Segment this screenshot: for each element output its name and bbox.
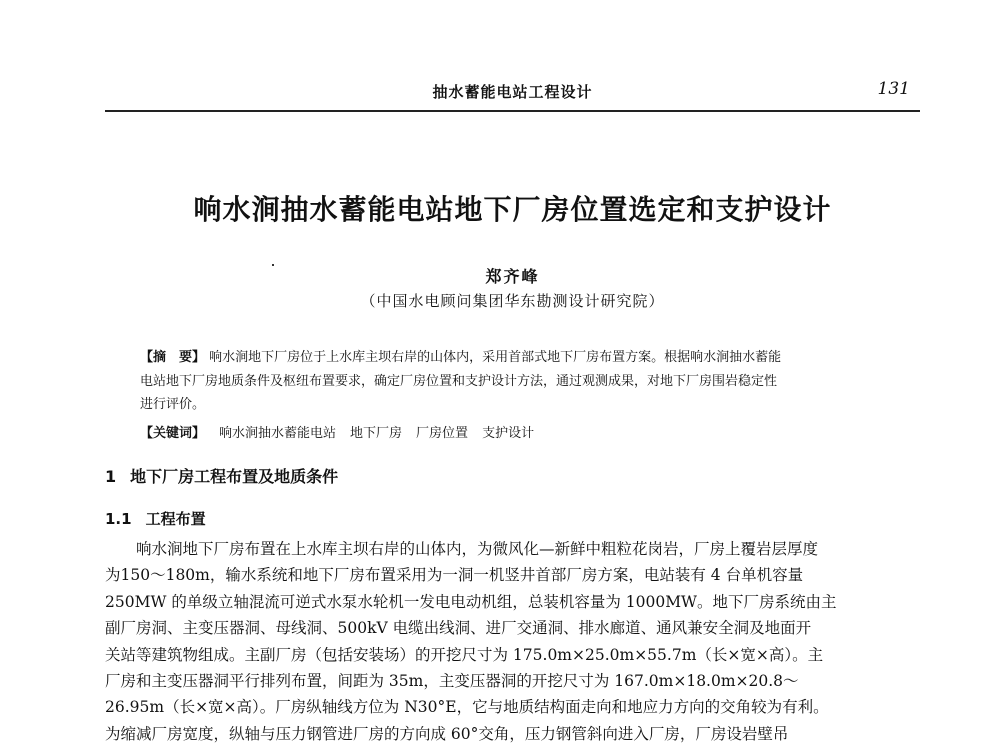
keyword: 支护设计 [482, 426, 535, 441]
subsection-heading [105, 508, 206, 529]
abstract-line [140, 346, 900, 370]
author-affiliation: （中国水电顾问集团华东勘测设计研究院） [360, 292, 665, 310]
keywords-block [140, 423, 900, 445]
abstract-label: 【摘 要】 [140, 350, 206, 365]
body-line: 厂房和主变压器洞平行排列布置，间距为 35m，主变压器洞的开挖尺寸为 167.0m×18.0m×20.8～ [105, 672, 799, 691]
running-title: 抽水蓄能电站工程设计 [432, 83, 593, 101]
keyword: 响水涧抽水蓄能电站 [219, 426, 337, 441]
paper-title: 响水涧抽水蓄能电站地下厂房位置选定和支护设计 [193, 193, 832, 226]
subsection-number: 1.1 [105, 510, 132, 528]
author-name: 郑齐峰 [485, 267, 540, 286]
abstract-line: 进行评价。 [140, 397, 206, 412]
subsection-title: 工程布置 [145, 510, 206, 528]
keyword: 地下厂房 [350, 426, 403, 441]
running-header [105, 78, 920, 112]
keyword: 厂房位置 [416, 426, 469, 441]
page-number: 131 [877, 79, 910, 99]
body-line: 副厂房洞、主变压器洞、母线洞、500kV 电缆出线洞、进厂交通洞、排水廊道、通风兼安全洞及地面开 [105, 619, 812, 638]
body-line: 响水涧地下厂房布置在上水库主坝右岸的山体内，为微风化—新鲜中粗粒花岗岩，厂房上覆岩层厚度 [136, 540, 819, 558]
body-line: 关站等建筑物组成。主副厂房（包括安装场）的开挖尺寸为 175.0m×25.0m×55.7m（长×宽×高）。主 [105, 645, 824, 664]
abstract-text: 响水涧地下厂房位于上水库主坝右岸的山体内，采用首部式地下厂房布置方案。根据响水涧抽水蓄能 [209, 350, 782, 365]
section-heading [105, 464, 338, 487]
keywords-label: 【关键词】 [140, 426, 206, 441]
body-line: 为150～180m，输水系统和地下厂房布置采用为一洞一机竖井首部厂房方案，电站装有 4 台单机容量 [105, 566, 804, 585]
section-number: 1 [105, 467, 117, 486]
abstract-block [140, 346, 900, 417]
body-line-partial: 为缩减厂房宽度，纵轴与压力钢管进厂房的方向成 60°交角，压力钢管斜向进入厂房，厂房设岩壁吊 [105, 724, 789, 743]
section-title: 地下厂房工程布置及地质条件 [130, 467, 339, 486]
body-line: 26.95m（长×宽×高）。厂房纵轴线方位为 N30°E，它与地质结构面走向和地应力方向的交角较为有利。 [105, 698, 829, 717]
body-paragraph [105, 536, 920, 747]
abstract-line: 电站地下厂房地质条件及枢纽布置要求，确定厂房位置和支护设计方法，通过观测成果，对地下厂房围岩稳定性 [140, 373, 778, 389]
body-line: 250MW 的单级立轴混流可逆式水泵水轮机一发电电动机组，总装机容量为 1000MW。地下厂房系统由主 [105, 592, 837, 611]
